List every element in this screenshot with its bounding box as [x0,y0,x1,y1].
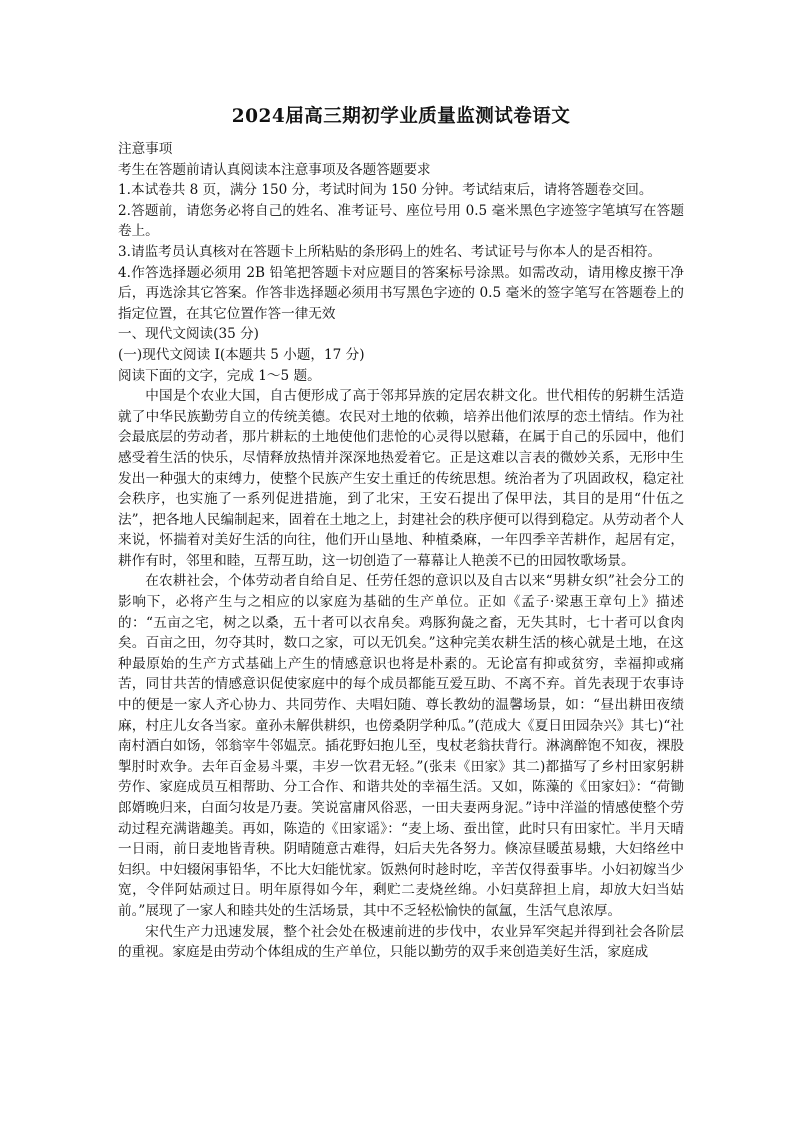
exam-title: 2024届高三期初学业质量监测试卷语文 [231,106,571,127]
notice-item-1: 1.本试卷共 8 页，满分 150 分，考试时间为 150 分钟。考试结束后，请将答题卷交回。 [118,182,653,199]
passage-paragraph-2: 在农耕社会，个体劳动者自给自足、任劳任怨的意识以及自古以来“男耕女织”社会分工的影响下，必将产生与之相应的以家庭为基础的生产单位。正如《孟子·梁惠王章句上》描述的：“五亩之宅，树之以桑，五十者可以衣帛矣。鸡豚狗彘之畜，无失其时，七十者可以食肉矣。百亩之田，勿夺其时，数口之家，可以无饥矣。”这种完美农耕生活的核心就是土地，在这种最原始的生产方式基础上产生的情感意识也将是朴素的。无论富有抑或贫穷，幸福抑或痛苦，同甘共苦的情感意识促使家庭中的每个成员都能互爱互助、不离不弃。首先表现于农事诗中的便是一家人齐心协力、共同劳作、夫唱妇随、尊长教幼的温馨场景，如：“昼出耕田夜绩麻，村庄儿女各当家。童孙未解供耕织，也傍桑阴学种瓜。”(范成大《夏日田园杂兴》其七)“社南村酒白如饧，邻翁宰牛邻媪烹。插花野妇抱儿至，曳杖老翁扶背行。淋漓醉饱不知夜，裸股掣肘时欢争。去年百金易斗粟，丰岁一饮君无轻。”(张耒《田家》其二)都描写了乡村田家躬耕劳作、家庭成员互相帮助、分工合作、和谐共处的幸福生活。又如，陈藻的《田家妇》：“荷锄郎婿晚归来，白面匀妆是乃妻。笑说富庸风俗恶，一田夫妻两身泥。”诗中洋溢的情感使整个劳动过程充满谐趣美。再如，陈造的《田家谣》：“麦上场、蚕出筐，此时只有田家忙。半月天晴一日雨，前日麦地皆青秧。阴晴随意古难得，妇后夫先各努力。倏凉昼暖茧易蛾，大妇络丝中妇织。中妇辍闲事铅华，不比大妇能忧家。饭熟何时趁时吃，辛苦仅得蚕事毕。小妇初嫁当少宽，令伴阿姑顽过日。明年原得如今年，剩贮二麦烧丝绵。小妇莫辞担上肩，却放大妇当姑前。”展现了一家人和睦共处的生活场景，其中不乏轻松愉快的氤氲，生活气息浓厚。 [118,573,684,919]
section-heading: 一、现代文阅读(35 分) [118,326,259,343]
notice-heading: 注意事项 [118,141,173,157]
section-subheading: (一)现代文阅读 I(本题共 5 小题，17 分) [118,346,365,363]
notice-item-3: 3.请监考员认真核对在答题卡上所粘贴的条形码上的姓名、考试证号与你本人的是否相符。 [118,243,662,260]
notice-item-2: 2.答题前，请您务必将自己的姓名、准考证号、座位号用 0.5 毫米黑色字迹签字笔填写在答题卷上。 [118,202,684,240]
notice-item-4: 4.作答选择题必须用 2B 铅笔把答题卡对应题目的答案标号涂黑。如需改动，请用橡皮擦干净后，再选涂其它答案。作答非选择题必须用书写黑色字迹的 0.5 毫米的签字笔写在答题卷上的指定位置，在其它位置作答一律无效 [118,264,684,322]
notice-intro: 考生在答题前请认真阅读本注意事项及各题答题要求 [118,161,431,178]
passage-paragraph-1: 中国是个农业大国，自古便形成了高于邻邦异族的定居农耕文化。世代相传的躬耕生活造就了中华民族勤劳自立的传统美德。农民对土地的依赖，培养出他们浓厚的恋土情结。作为社会最底层的劳动者，那片耕耘的土地使他们悲怆的心灵得以慰藉，在属于自己的乐园中，他们感受着生活的快乐，尽情释放热情并深深地热爱着它。正是这难以言表的微妙关系，无形中生发出一种强大的束缚力，使整个民族产生安土重迁的传统思想。统治者为了巩固政权，稳定社会秩序，也实施了一系列促进措施，到了北宋，王安石提出了保甲法，其目的是用“什伍之法”，把各地人民编制起来，固着在土地之上，封建社会的秩序便可以得到稳定。从劳动者个人来说，怀揣着对美好生活的向往，他们开山垦地、种植桑麻，一年四季辛苦耕作，起居有定，耕作有时，邻里和睦，互帮互助，这一切创造了一幕幕让人艳羡不已的田园牧歌场景。 [118,388,684,569]
document-page [118,104,684,963]
section-instruction: 阅读下面的文字，完成 1～5 题。 [118,367,321,384]
passage-paragraph-3: 宋代生产力迅速发展，整个社会处在极速前进的步伐中，农业异军突起并得到社会各阶层的重视。家庭是由劳动个体组成的生产单位，只能以勤劳的双手来创造美好生活，家庭成 [118,923,684,961]
